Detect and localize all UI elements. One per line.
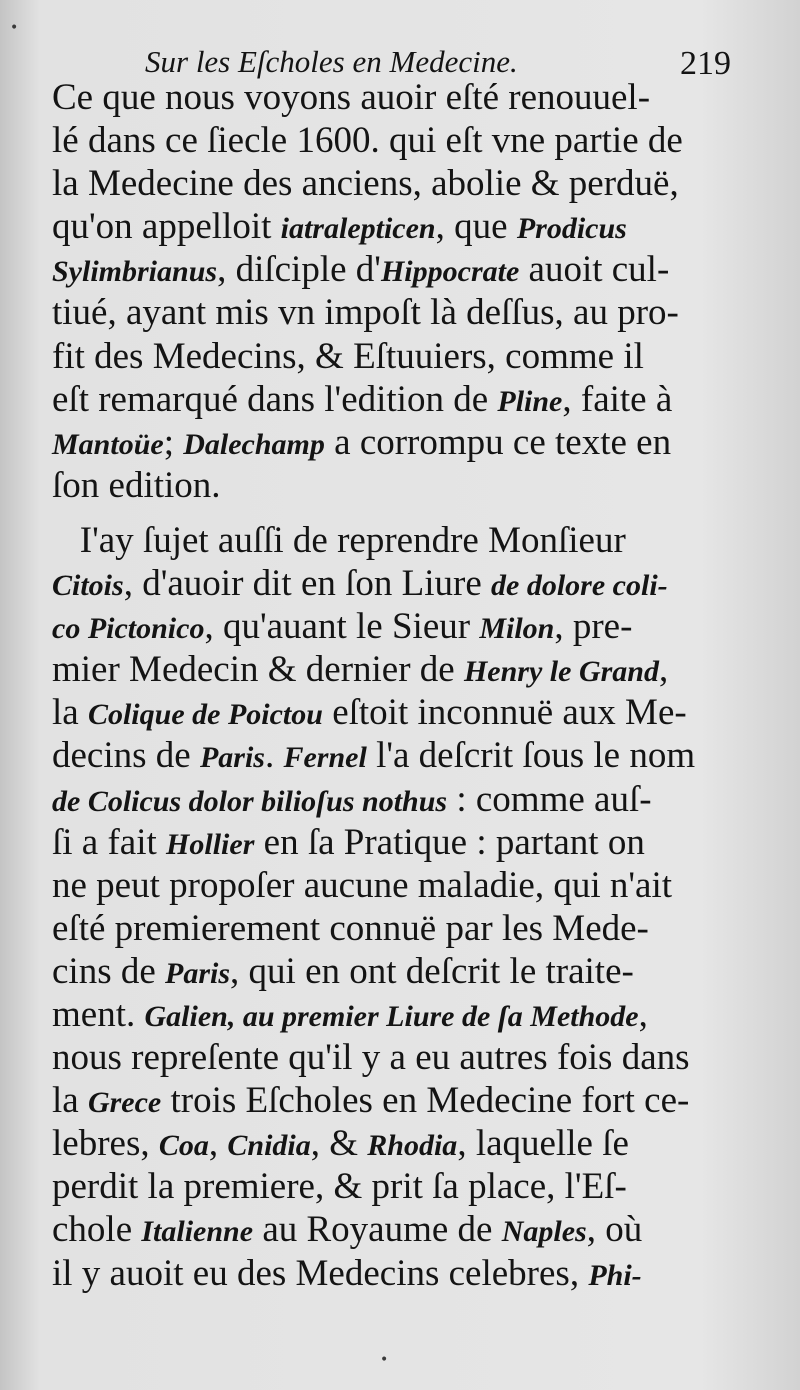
text-line [52, 1208, 768, 1251]
text-run: la [52, 1080, 88, 1122]
italic-term: Cnidia [227, 1129, 311, 1163]
text-line [52, 562, 768, 605]
text-run: , [208, 1123, 228, 1165]
text-run: , & [310, 1123, 368, 1165]
text-run: ſi a fait [52, 821, 167, 863]
text-line [52, 864, 768, 907]
text-run: , laquelle ſe [457, 1123, 629, 1165]
text-run: , diſciple d' [217, 249, 381, 291]
italic-term: Grece [87, 1086, 162, 1120]
text-run: eſt remarqué dans l'edition de [52, 378, 498, 420]
text-run: : comme auſ- [447, 778, 652, 820]
text-line [52, 1165, 768, 1208]
page-number: 219 [680, 45, 731, 82]
ink-mark: • [380, 1352, 389, 1368]
text-run: tiué, ayant mis vn impoſt là deſſus, au pro- [52, 292, 679, 334]
text-line [52, 821, 768, 864]
text-run: en ſa Pratique : partant on [254, 821, 645, 863]
text-run: la [52, 692, 88, 734]
italic-term: Galien, au premier Liure de ſa Methode [144, 999, 639, 1033]
text-line [52, 734, 768, 777]
italic-term: Hollier [166, 827, 255, 861]
italic-term: Paris [199, 741, 265, 775]
italic-term: de Colicus dolor bilioſus nothus [52, 784, 448, 818]
text-line [52, 907, 768, 950]
italic-term: Rhodia [367, 1129, 458, 1163]
text-run: fit des Medecins, & Eſtuuiers, comme il [52, 335, 644, 377]
text-line [52, 378, 768, 421]
italic-term: iatralepticen [280, 212, 436, 246]
text-line [52, 291, 768, 334]
text-line [52, 335, 768, 378]
text-line [52, 691, 768, 734]
text-line [52, 950, 768, 993]
text-run: ne peut propoſer aucune maladie, qui n'ait [52, 864, 673, 906]
text-line [52, 648, 768, 691]
italic-term: Henry le Grand [463, 655, 659, 689]
text-run: chole [52, 1209, 142, 1251]
italic-term: Phi- [588, 1258, 642, 1292]
italic-term: Milon [479, 612, 555, 646]
text-run: I'ay ſujet auſſi de reprendre Monſieur [52, 519, 626, 561]
text-run: decins de [52, 735, 200, 777]
italic-term: Fernel [283, 741, 367, 775]
text-run: eſtoit inconnuë aux Me- [322, 692, 687, 734]
text-line [52, 248, 768, 291]
text-run: lé dans ce ſiecle 1600. qui eſt vne partie de [52, 120, 683, 162]
italic-term: Prodicus [516, 212, 627, 246]
italic-term: Mantoüe [52, 427, 164, 461]
text-run: trois Eſcholes en Medecine fort ce- [161, 1080, 690, 1122]
text-run: , où [586, 1209, 643, 1251]
text-run: lebres, [52, 1123, 159, 1165]
text-run: a corrompu ce texte en [324, 421, 672, 463]
text-line [52, 1252, 768, 1295]
paragraph-gap [52, 507, 768, 519]
text-run: , pre- [554, 606, 633, 648]
text-run: il y auoit eu des Medecins celebres, [52, 1252, 589, 1294]
paragraph-colique-history [52, 76, 768, 507]
text-run: . [264, 735, 284, 777]
italic-term: Dalechamp [183, 427, 325, 461]
italic-term: Italienne [141, 1215, 254, 1249]
text-run: Ce que nous voyons auoir eſté renouuel- [52, 77, 651, 118]
text-run: eſté premierement connuë par les Mede- [52, 907, 649, 949]
text-run: nous repreſente qu'il y a eu autres fois dans [52, 1037, 690, 1079]
italic-term: Sylimbrianus [52, 255, 218, 289]
paragraph-citois-rebuttal [52, 519, 768, 1295]
italic-term: Citois [52, 569, 124, 603]
body-text [52, 76, 768, 1295]
text-line [52, 1122, 768, 1165]
text-run: au Royaume de [253, 1209, 502, 1251]
text-run: ſon edition. [52, 464, 221, 506]
text-line [52, 119, 768, 162]
text-run: la Medecine des anciens, abolie & perduë, [52, 163, 679, 205]
text-run: , [658, 649, 669, 691]
text-line [52, 993, 768, 1036]
text-line [52, 1036, 768, 1079]
text-line [52, 519, 768, 562]
ink-mark: • [10, 20, 19, 36]
text-line [52, 1079, 768, 1122]
text-run: ment. [52, 993, 145, 1035]
text-run: , qu'auant le Sieur [204, 606, 480, 648]
italic-term: de dolore coli- [491, 569, 668, 603]
text-run: auoit cul- [519, 249, 670, 291]
text-run: , d'auoir dit en ſon Liure [123, 563, 492, 605]
text-line [52, 605, 768, 648]
text-line [52, 421, 768, 464]
text-run: , que [435, 206, 517, 248]
italic-term: Paris [165, 956, 231, 990]
text-line [52, 162, 768, 205]
italic-term: Pline [497, 384, 563, 418]
italic-term: Naples [501, 1215, 587, 1249]
running-head: Sur les Eſcholes en Medecine. [145, 44, 518, 79]
text-run: cins de [52, 950, 166, 992]
text-line [52, 76, 768, 119]
text-run: , [638, 993, 648, 1035]
text-line [52, 778, 768, 821]
text-line [52, 464, 768, 507]
text-line [52, 205, 768, 248]
italic-term: Colique de Poictou [87, 698, 323, 732]
text-run: , qui en ont deſcrit le traite- [230, 950, 634, 992]
text-run: ; [163, 421, 184, 463]
text-run: perdit la premiere, & prit ſa place, l'Eſ- [52, 1166, 627, 1208]
text-run: l'a deſcrit ſous le nom [366, 735, 696, 777]
text-run: qu'on appelloit [52, 206, 281, 248]
italic-term: Coa [158, 1129, 209, 1163]
text-run: , faite à [562, 378, 673, 420]
italic-term: co Pictonico [52, 612, 205, 646]
text-run: mier Medecin & dernier de [52, 649, 464, 691]
italic-term: Hippocrate [380, 255, 520, 289]
